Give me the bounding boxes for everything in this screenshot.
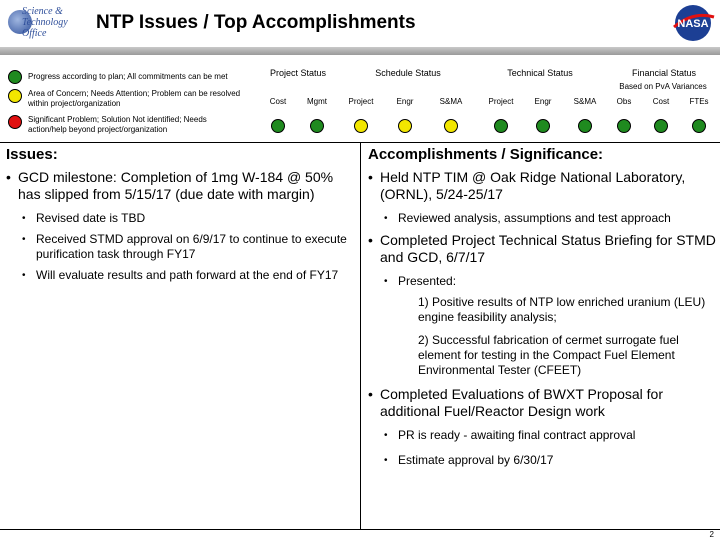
legend-red: Significant Problem; Solution Not identified; Needs action/help beyond project/organization	[8, 115, 238, 135]
page-title: NTP Issues / Top Accomplishments	[96, 12, 416, 33]
issue-sub-1: • Revised date is TBD	[6, 211, 356, 226]
svg-text:NASA: NASA	[677, 18, 709, 30]
col-technical-sma: S&MA	[573, 97, 597, 106]
footer-divider	[0, 529, 720, 530]
issue-sub-2: • Received STMD approval on 6/9/17 to continue to execute purification task through FY17	[6, 232, 356, 262]
issue-sub-3: • Will evaluate results and path forward at the end of FY17	[6, 268, 356, 283]
sto-logo-text: Science & Technology Office	[22, 6, 68, 39]
accomplishment-1-sub: • Reviewed analysis, assumptions and test approach	[368, 211, 716, 226]
issue-main: • GCD milestone: Completion of 1mg W-184 @ 50% has slipped from 5/15/17 (due date with margin)	[6, 169, 356, 203]
project-status-header: Project Status	[269, 68, 327, 78]
accomplishment-3: • Completed Evaluations of BWXT Proposal for additional Fuel/Reactor Design work	[368, 386, 716, 420]
status-dot-schedule-project	[354, 119, 368, 133]
technical-status-header: Technical Status	[507, 68, 573, 78]
accomplishment-2-point-2: 2) Successful fabrication of cermet surrogate fuel element for testing in the Compact Fuel Element Environmental Tester (CFEET)	[418, 333, 679, 377]
col-obs: Obs	[616, 97, 632, 106]
column-divider	[360, 142, 361, 530]
status-dot-technical-engr	[536, 119, 550, 133]
page-number: 2	[709, 530, 714, 539]
accomplishment-2: • Completed Project Technical Status Briefing for STMD and GCD, 6/7/17	[368, 232, 716, 266]
legend-green: Progress according to plan; All commitments can be met	[8, 70, 228, 84]
financial-note: Based on PvA Variances	[619, 82, 707, 91]
accomplishment-1: • Held NTP TIM @ Oak Ridge National Laboratory, (ORNL), 5/24-25/17	[368, 169, 716, 203]
status-dot-cost	[271, 119, 285, 133]
col-cost: Cost	[269, 97, 287, 106]
issues-title: Issues:	[6, 146, 58, 163]
status-dot-mgmt	[310, 119, 324, 133]
accomplishment-2-sub: • Presented:	[368, 274, 716, 289]
red-status-icon	[8, 115, 22, 129]
yellow-status-icon	[8, 89, 22, 103]
status-dot-schedule-engr	[398, 119, 412, 133]
accomplishment-2-point-1: 1) Positive results of NTP low enriched uranium (LEU) engine feasibility analysis;	[418, 295, 706, 324]
status-dot-fin-cost	[654, 119, 668, 133]
header-divider	[0, 47, 720, 55]
legend-yellow: Area of Concern; Needs Attention; Problem can be resolved within project/organization	[8, 89, 260, 109]
status-dot-technical-sma	[578, 119, 592, 133]
col-technical-project: Project	[488, 97, 514, 106]
nasa-logo	[670, 3, 716, 43]
accomplishment-3-sub-1: • PR is ready - awaiting final contract approval	[368, 428, 716, 443]
col-schedule-project: Project	[348, 97, 374, 106]
col-ftes: FTEs	[689, 97, 709, 106]
accomplishments-section	[368, 146, 716, 474]
schedule-status-header: Schedule Status	[375, 68, 441, 78]
col-schedule-engr: Engr	[396, 97, 414, 106]
issues-section	[6, 146, 356, 289]
col-technical-engr: Engr	[534, 97, 552, 106]
col-schedule-sma: S&MA	[439, 97, 463, 106]
status-dot-schedule-sma	[444, 119, 458, 133]
green-status-icon	[8, 70, 22, 84]
science-technology-office-logo	[6, 4, 78, 44]
status-dot-technical-project	[494, 119, 508, 133]
accomplishments-title: Accomplishments / Significance:	[368, 146, 604, 163]
financial-status-header: Financial Status	[631, 68, 697, 78]
status-dot-obs	[617, 119, 631, 133]
col-mgmt: Mgmt	[307, 97, 327, 106]
status-dot-ftes	[692, 119, 706, 133]
accomplishment-3-sub-2: • Estimate approval by 6/30/17	[368, 453, 716, 468]
status-legend-area	[0, 62, 720, 142]
col-fin-cost: Cost	[652, 97, 670, 106]
slide-header	[0, 0, 720, 50]
